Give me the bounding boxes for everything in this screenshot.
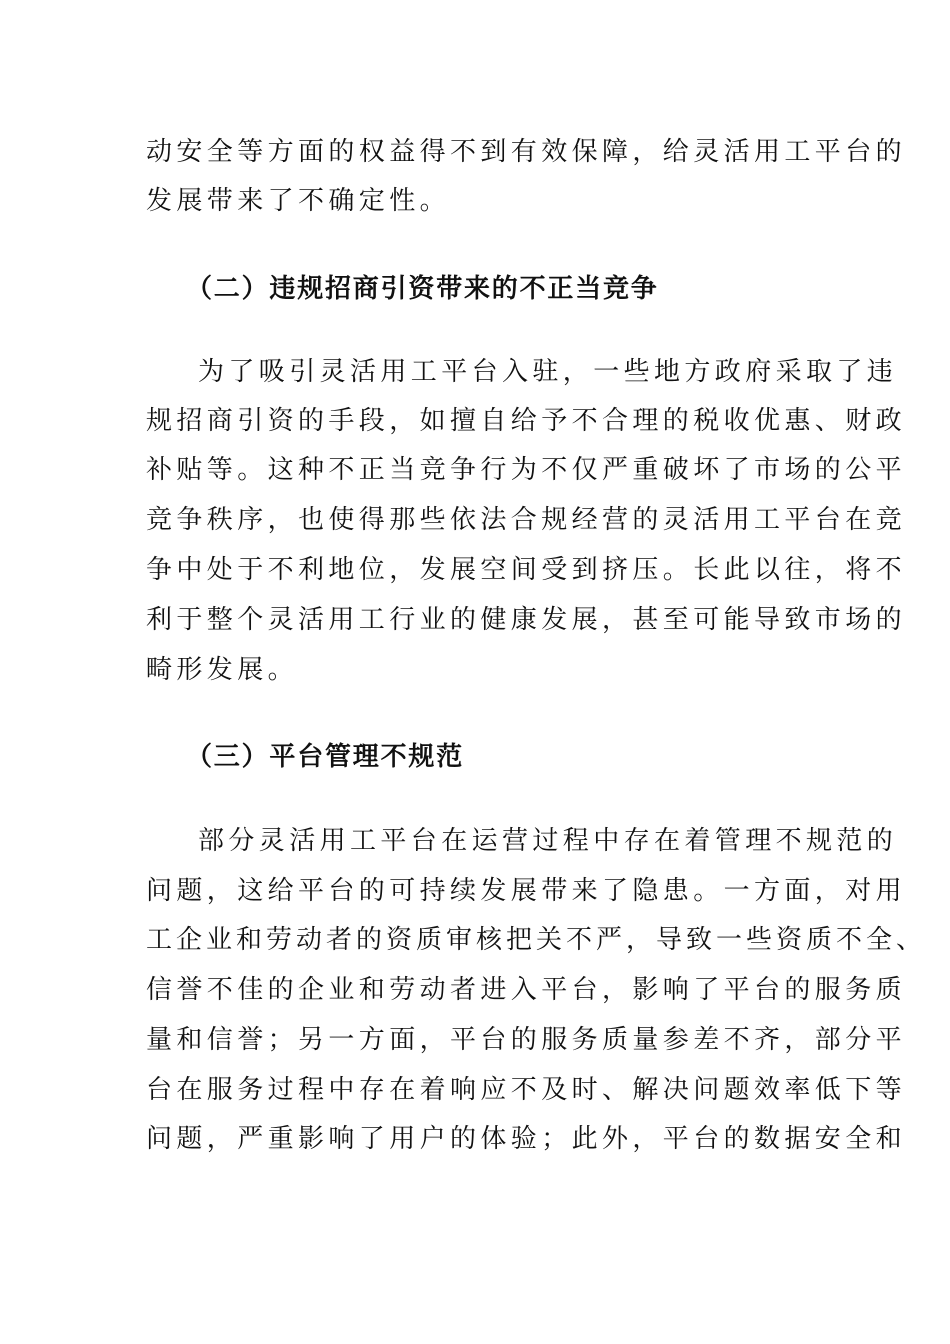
section-heading-2: （二）违规招商引资带来的不正当竞争: [186, 274, 659, 304]
paragraph-line: 动安全等方面的权益得不到有效保障，给灵活用工平台的: [146, 137, 907, 167]
paragraph-line: 部分灵活用工平台在运营过程中存在着管理不规范的: [198, 826, 898, 856]
paragraph-line: 问题，这给平台的可持续发展带来了隐患。一方面，对用: [146, 876, 907, 906]
paragraph-line: 台在服务过程中存在着响应不及时、解决问题效率低下等: [146, 1075, 907, 1105]
paragraph-line: 量和信誉；另一方面，平台的服务质量参差不齐，部分平: [146, 1025, 907, 1055]
paragraph-line: 补贴等。这种不正当竞争行为不仅严重破坏了市场的公平: [146, 455, 907, 485]
paragraph-line: 信誉不佳的企业和劳动者进入平台，影响了平台的服务质: [146, 975, 907, 1005]
paragraph-line: 发展带来了不确定性。: [146, 186, 451, 216]
section-heading-3: （三）平台管理不规范: [186, 742, 465, 772]
paragraph-line: 问题，严重影响了用户的体验；此外，平台的数据安全和: [146, 1124, 907, 1154]
paragraph-line: 竞争秩序，也使得那些依法合规经营的灵活用工平台在竞: [146, 505, 907, 535]
paragraph-line: 工企业和劳动者的资质审核把关不严，导致一些资质不全、: [146, 925, 927, 955]
paragraph-line: 规招商引资的手段，如擅自给予不合理的税收优惠、财政: [146, 406, 907, 436]
paragraph-line: 争中处于不利地位，发展空间受到挤压。长此以往，将不: [146, 555, 907, 585]
paragraph-line: 利于整个灵活用工行业的健康发展，甚至可能导致市场的: [146, 605, 907, 635]
paragraph-line: 为了吸引灵活用工平台入驻，一些地方政府采取了违: [198, 357, 898, 387]
paragraph-line: 畸形发展。: [146, 655, 299, 685]
